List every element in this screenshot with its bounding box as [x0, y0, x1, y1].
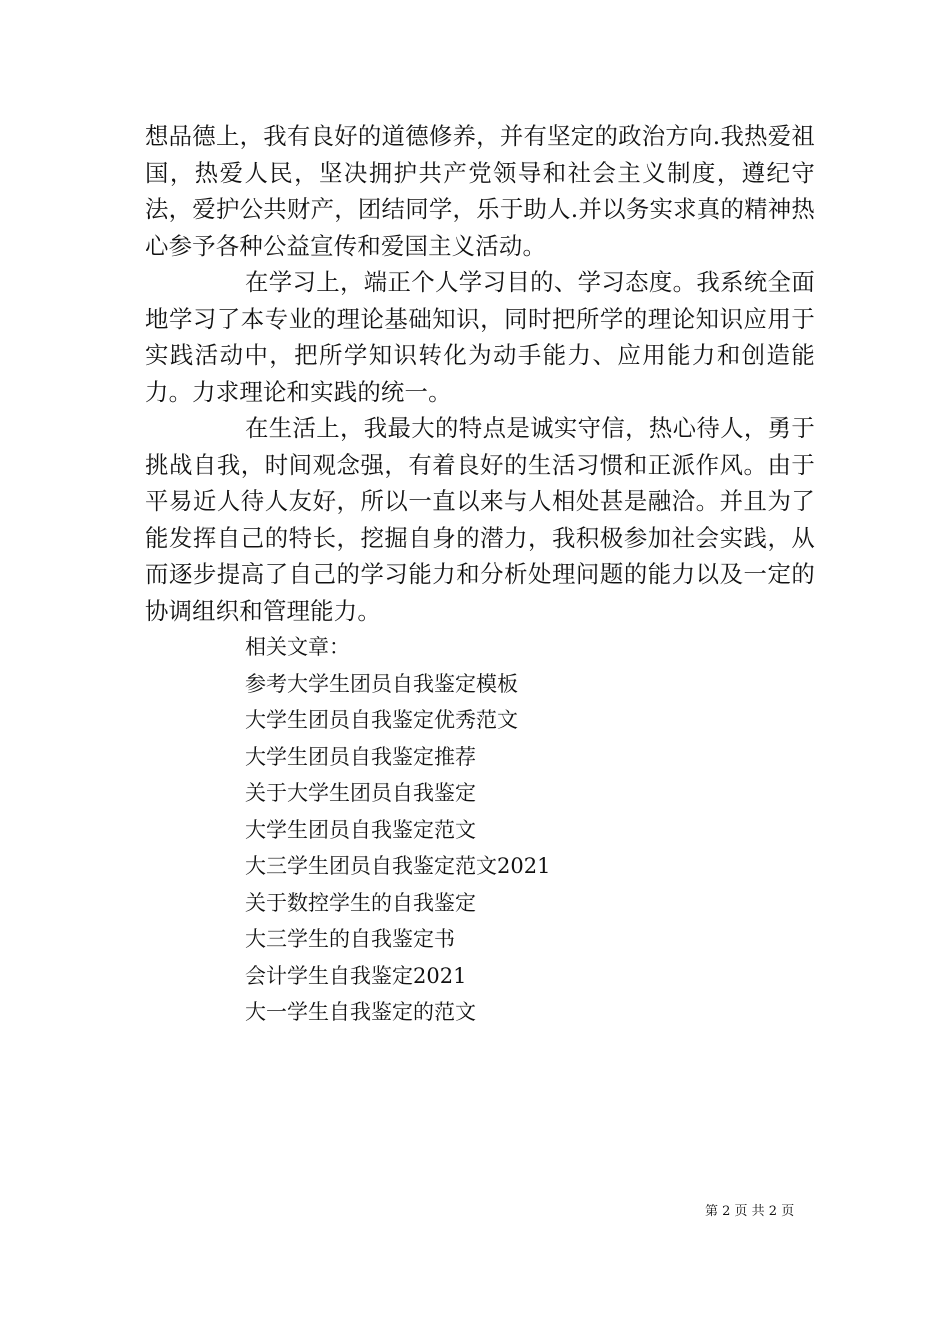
- related-article-link[interactable]: 参考大学生团员自我鉴定模板: [245, 671, 518, 696]
- paragraph-morality: 想品德上，我有良好的道德修养，并有坚定的政治方向.我热爱祖国，热爱人民，坚决拥护共产党领导和社会主义制度，遵纪守法，爱护公共财产，团结同学，乐于助人.并以务实求真的精神热心参予各种公益宣传和爱国主义活动。: [145, 122, 815, 260]
- related-article-link[interactable]: 关于大学生团员自我鉴定: [245, 781, 476, 805]
- related-article-link[interactable]: 大一学生自我鉴定的范文: [245, 1000, 476, 1024]
- related-articles-title: 相关文章：: [245, 635, 350, 659]
- related-article-link[interactable]: 大学生团员自我鉴定优秀范文: [245, 708, 518, 732]
- paragraph-study: 在学习上，端正个人学习目的、学习态度。我系统全面地学习了本专业的理论基础知识，同时把所学的理论知识应用于实践活动中，把所学知识转化为动手能力、应用能力和创造能力。力求理论和实践的统一。: [145, 268, 815, 406]
- related-articles-list: [145, 666, 815, 1031]
- related-article-link[interactable]: 大学生团员自我鉴定范文: [245, 817, 476, 842]
- related-article-link[interactable]: 大三学生的自我鉴定书: [245, 927, 455, 951]
- related-article-link[interactable]: 大三学生团员自我鉴定范文2021: [245, 854, 551, 878]
- page-footer: 第 2 页 共 2 页: [705, 1204, 795, 1219]
- related-article-link[interactable]: 会计学生自我鉴定2021: [245, 963, 467, 988]
- related-article-link[interactable]: 大学生团员自我鉴定推荐: [245, 744, 476, 769]
- document-page: [145, 118, 815, 1031]
- paragraph-life: 在生活上，我最大的特点是诚实守信，热心待人，勇于挑战自我，时间观念强，有着良好的生活习惯和正派作风。由于平易近人待人友好，所以一直以来与人相处甚是融洽。并且为了能发挥自己的特长，挖掘自身的潜力，我积极参加社会实践，从而逐步提高了自己的学习能力和分析处理问题的能力以及一定的协调组织和管理能力。: [145, 414, 815, 625]
- related-article-link[interactable]: 关于数控学生的自我鉴定: [245, 890, 476, 915]
